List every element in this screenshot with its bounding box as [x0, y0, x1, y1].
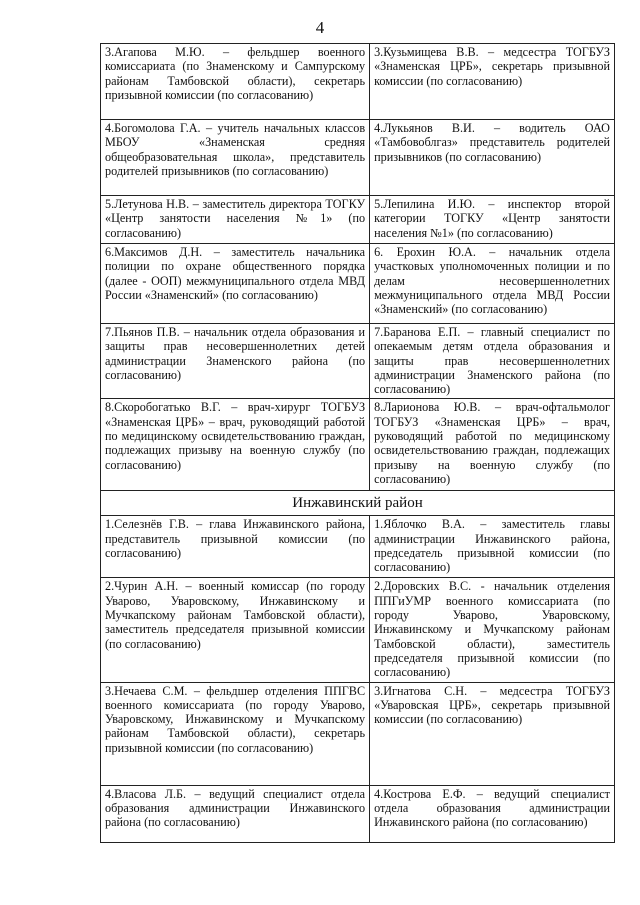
member-cell-reserve: 4.Кострова Е.Ф. – ведущий специалист отдела образования администрации Инжавинского района (по согласованию): [370, 785, 615, 842]
member-cell-main: 1.Селезнёв Г.В. – глава Инжавинского района, представитель призывной комиссии (по согласованию): [101, 516, 370, 578]
member-cell-reserve: 5.Лепилина И.Ю. – инспектор второй категории ТОГКУ «Центр занятости населения №1» (по согласованию): [370, 196, 615, 244]
table-row: [101, 324, 615, 399]
table-row: [101, 516, 615, 578]
page-number: 4: [315, 18, 325, 37]
member-cell-main: 8.Скоробогатько В.Г. – врач-хирург ТОГБУЗ «Знаменская ЦРБ» – врач, руководящий работой по медицинскому освидетельствованию граждан, подлежащих призыву на военную службу (по согласованию): [101, 399, 370, 491]
member-cell-main: 3.Агапова М.Ю. – фельдшер военного комиссариата (по Знаменскому и Сампурскому районам Тамбовской области), секретарь призывной комиссии (по согласованию): [101, 44, 370, 120]
member-cell-reserve: 8.Ларионова Ю.В. – врач-офтальмолог ТОГБУЗ «Знаменская ЦРБ» – врач, руководящий работой по медицинскому освидетельствованию граждан, подлежащих призыву на военную службу (по согласованию): [370, 399, 615, 491]
member-cell-main: 4.Власова Л.Б. – ведущий специалист отдела образования администрации Инжавинского района (по согласованию): [101, 785, 370, 842]
member-cell-reserve: 7.Баранова Е.П. – главный специалист по опекаемым детям отдела образования и защиты прав несовершеннолетних администрации Знаменского района (по согласованию): [370, 324, 615, 399]
table-row: [101, 578, 615, 682]
member-cell-reserve: 2.Доровских В.С. - начальник отделения ППГиУМР военного комиссариата (по городу Уварово, Уваровскому, Инжавинскому и Мучкапскому районам Тамбовской области), заместитель председателя призывной комиссии (по согласованию): [370, 578, 615, 682]
member-cell-main: 6.Максимов Д.Н. – заместитель начальника полиции по охране общественного порядка (далее - ООП) межмуниципального отдела МВД России «Знаменский» (по согласованию): [101, 244, 370, 324]
table-row: [101, 244, 615, 324]
member-cell-main: 5.Летунова Н.В. – заместитель директора ТОГКУ «Центр занятости населения №1» (по согласованию): [101, 196, 370, 244]
committee-table: [100, 43, 615, 843]
member-cell-main: 2.Чурин А.Н. – военный комиссар (по городу Уварово, Уваровскому, Инжавинскому и Мучкапскому районам Тамбовской области), заместитель председателя призывной комиссии (по согласованию): [101, 578, 370, 682]
table-row: [101, 120, 615, 196]
member-cell-reserve: 1.Яблочко В.А. – заместитель главы администрации Инжавинского района, председатель призывной комиссии (по согласованию): [370, 516, 615, 578]
member-cell-main: 4.Богомолова Г.А. – учитель начальных классов МБОУ «Знаменская средняя общеобразовательная школа», представитель родителей призывников (по согласованию): [101, 120, 370, 196]
section-heading-row: [101, 491, 615, 516]
table-row: [101, 785, 615, 842]
member-cell-reserve: 6. Ерохин Ю.А. – начальник отдела участковых уполномоченных полиции и по делам несовершеннолетних межмуниципального отдела МВД России «Знаменский» (по согласованию): [370, 244, 615, 324]
section-title: Инжавинский район: [101, 491, 615, 516]
member-cell-reserve: 3.Кузьмищева В.В. – медсестра ТОГБУЗ «Знаменская ЦРБ», секретарь призывной комиссии (по согласованию): [370, 44, 615, 120]
table-row: [101, 44, 615, 120]
member-cell-reserve: 4.Лукьянов В.И. – водитель ОАО «Тамбовоблгаз» представитель родителей призывников (по согласованию): [370, 120, 615, 196]
table-row: [101, 399, 615, 491]
table-row: [101, 196, 615, 244]
member-cell-main: 7.Пьянов П.В. – начальник отдела образования и защиты прав несовершеннолетних детей администрации Знаменского района (по согласованию): [101, 324, 370, 399]
table-row: [101, 682, 615, 785]
member-cell-reserve: 3.Игнатова С.Н. – медсестра ТОГБУЗ «Уваровская ЦРБ», секретарь призывной комиссии (по согласованию): [370, 682, 615, 785]
member-cell-main: 3.Нечаева С.М. – фельдшер отделения ППГВС военного комиссариата (по городу Уварово, Уваровскому, Инжавинскому и Мучкапскому районам Тамбовской области), секретарь призывной комиссии (по согласованию): [101, 682, 370, 785]
